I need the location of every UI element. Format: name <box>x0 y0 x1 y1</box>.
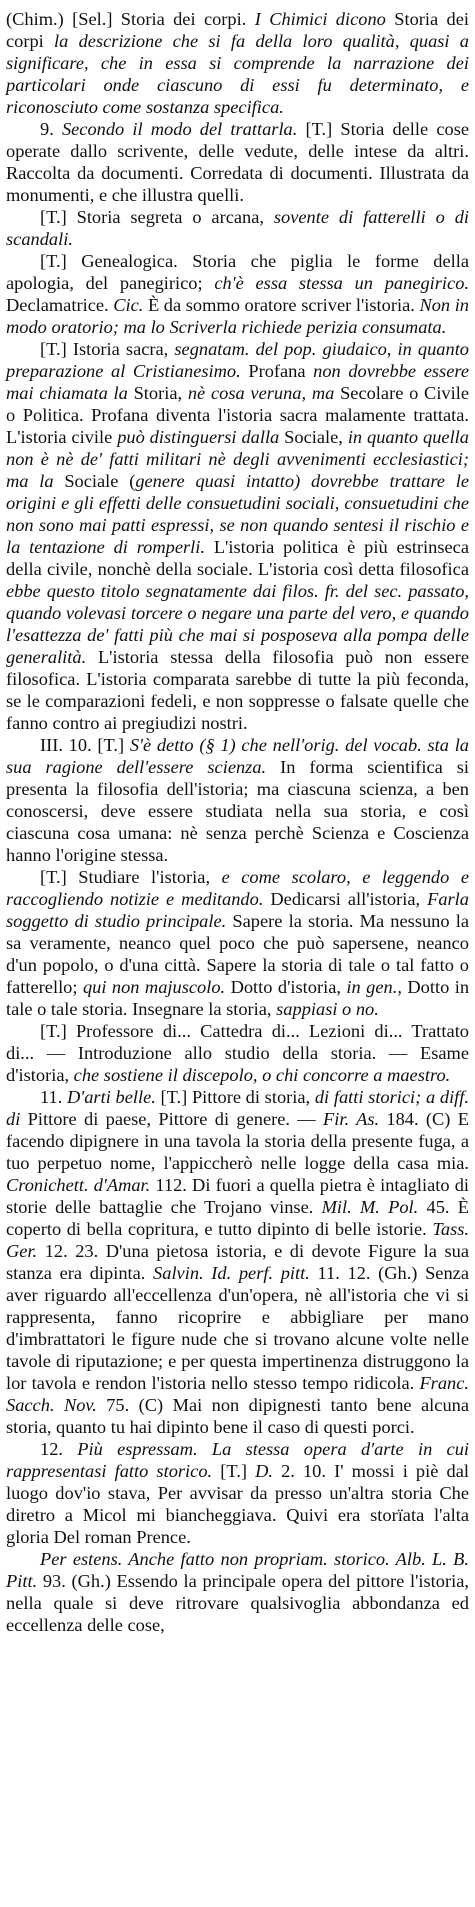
text-segment: Non in modo oratorio; ma lo Scriverla richiede perizia consumata. <box>6 295 470 337</box>
text-segment: 184. (C) E facendo dipignere in una tavola la storia della presente fuga, a tuo perpetuo nome, l'appiccherò nelle logge della casa mia. <box>6 1109 469 1173</box>
text-segment: III. 10. [T.] <box>40 735 130 755</box>
text-segment: D. <box>255 1461 282 1481</box>
text-segment: L'istoria stessa della filosofia può non essere filosofica. L'istoria comparata sarebbe di tutte la più feconda, se le comparazioni fedeli, e non soppresse o falsate quelle che fanno contro ai pregiudizi nostri. <box>6 647 469 733</box>
text-segment: può distinguersi dalla <box>117 427 285 447</box>
entry-paragraph-genealogica <box>6 250 469 338</box>
text-segment: che sostiene il discepolo, o chi concorre a maestro. <box>73 1065 451 1085</box>
entry-paragraph-12 <box>6 1438 469 1548</box>
text-segment: Dotto in tale o tale storia. Insegnare la storia, <box>6 977 470 1019</box>
entry-paragraph-studiare <box>6 866 469 1020</box>
entry-paragraph-9 <box>6 118 469 206</box>
text-segment: Storia dei corpi <box>6 9 469 51</box>
text-segment: genere quasi intatto) dovrebbe trattare le origini e gli effetti delle consuetudini sociali, consuetudini che non sono mai patti espressi, se non quando sentesi il rischio e la tentazione di romperli. <box>6 471 469 557</box>
text-segment: Sociale ( <box>64 471 136 491</box>
text-segment: [T.] Storia segreta o arcana, <box>40 207 274 227</box>
text-segment: qui non majuscolo. <box>82 977 231 997</box>
entry-paragraph-chim <box>6 8 469 118</box>
text-segment: D'arti belle. <box>67 1087 161 1107</box>
text-segment: ch'è essa stessa un panegirico. <box>214 273 470 293</box>
text-segment: 93. (Gh.) Essendo la principale opera del pittore l'istoria, nella quale si deve ritrovare qualsivoglia abbondanza ed eccellenza delle cose, <box>6 1571 469 1635</box>
text-segment: In forma scientifica si presenta la filosofia dell'istoria; ma ciascuna scienza, a ben conoscersi, deve essere studiata nella sua storia, e così ciascuna cosa umana: nè senza perchè Scienza e Coscienza hanno l'origine stessa. <box>6 757 470 865</box>
text-segment: 12. <box>40 1439 78 1459</box>
entry-paragraph-professore <box>6 1020 469 1086</box>
entry-paragraph-per-estens <box>6 1548 469 1636</box>
text-segment: 2. 10. I' mossi i piè dal luogo dov'io stava, Per avvisar da presso un'altra storia Che diretro a Micol mi biancheggiava. Quivi era storïata l'alta gloria Del roman Prence. <box>6 1461 469 1547</box>
text-segment: Fir. As. <box>323 1109 387 1129</box>
text-segment: [T.] <box>220 1461 256 1481</box>
text-segment: 11. <box>40 1087 68 1107</box>
text-segment: Declamatrice. <box>6 295 114 315</box>
text-segment: Dotto d'istoria, <box>230 977 347 997</box>
text-segment: Mil. M. Pol. <box>321 1197 427 1217</box>
text-segment: Secolare o Civile o Politica. Profana diventa l'istoria sacra malamente trattata. L'istoria civile <box>6 383 470 447</box>
text-segment: L'istoria politica è più estrinseca della civile, nonchè della sociale. L'istoria così detta filosofica <box>6 537 469 579</box>
text-segment: Tass. Ger. <box>6 1219 469 1261</box>
text-segment: in quanto quella non è nè de' fatti militari nè degli avvenimenti ecclesiastici; ma la <box>6 427 469 491</box>
text-segment: ebbe questo titolo segnatamente dai filos. fr. del sec. passato, quando volevasi torcere o negare una parte del vero, e quando l'esattezza de' fatti più che mai si posposeva alla pompa delle generalità. <box>6 581 469 667</box>
text-segment: non dovrebbe essere mai chiamata la <box>6 361 469 403</box>
entry-paragraph-istoria-sacra <box>6 338 469 734</box>
text-segment: Profana <box>248 361 314 381</box>
text-segment: [T.] Istoria sacra, <box>40 339 175 359</box>
text-segment: [T.] Genealogica. Storia che piglia le forme della apologia, del panegirico; <box>6 251 469 293</box>
text-segment: S'è detto (§ 1) che nell'orig. del vocab. sta la sua ragione dell'essere scienza. <box>6 735 469 777</box>
text-segment: [T.] Professore di... Cattedra di... Lezioni di... Trattato di... — Introduzione allo studio della storia. — Esame d'istoria, <box>6 1021 469 1085</box>
text-segment: Per estens. Anche fatto non propriam. storico. Alb. L. B. Pitt. <box>6 1549 469 1591</box>
text-segment: Ma nessuno la sa veramente, neanco quel poco che può sapersene, neanco d'un popolo, o d'una città. <box>6 911 469 975</box>
text-segment: (Chim.) [Sel.] Storia dei corpi. <box>6 9 255 29</box>
text-segment: 12. 23. D'una pietosa istoria, e di devote Figure la sua stanza era dipinta. <box>6 1241 469 1283</box>
text-segment: Sociale, <box>284 427 348 447</box>
text-segment: Franc. Sacch. Nov. <box>6 1373 469 1415</box>
entry-paragraph-11 <box>6 1086 469 1438</box>
text-segment: sappiasi o no. <box>276 999 379 1019</box>
text-segment: la descrizione che si fa della loro qualità, quasi a significare, che in essa si comprende la narrazione dei particolari onde ciascuno di essi fu determinato, e riconosciuto come sostanza specifica. <box>6 31 469 117</box>
text-segment: Cic. <box>113 295 148 315</box>
text-segment: Sapere la storia. <box>232 911 360 931</box>
text-segment: Dedicarsi all'istoria, <box>270 889 428 909</box>
text-segment: [T.] Pittore di storia, <box>160 1087 315 1107</box>
text-segment: segnatam. del pop. giudaico, in quanto preparazione al Cristianesimo. <box>6 339 470 381</box>
text-segment: Pittore di paese, Pittore di genere. — <box>27 1109 324 1129</box>
text-segment: [T.] Studiare l'istoria, <box>40 867 222 887</box>
text-segment: Storia, <box>133 383 188 403</box>
text-segment: Sapere la storia di tale o tal fatto o fatterello; <box>6 955 469 997</box>
text-segment: 11. 12. (Gh.) Senza aver riguardo all'eccellenza d'un'opera, nè all'istoria che vi si rappresenta, fanno ricoprire e abbigliare per mano d'imbrattatori le figure nude che si trovano alcune volte nelle tavole di riputazione; e per questa impertinenza distruggono la lor tavola e rendon l'istoria nello stesso tempo ridicola. <box>6 1263 469 1393</box>
text-segment: [T.] Storia delle cose operate dallo scrivente, delle vedute, delle intese da altri. Raccolta da documenti. Corredata di documenti. Illustrata da monumenti, e che illustra quelli. <box>6 119 470 205</box>
text-segment: È da sommo oratore scriver l'istoria. <box>147 295 420 315</box>
text-segment: 112. Di fuori a quella pietra è intagliato di storie delle battaglie che Trojano vinse. <box>6 1175 470 1217</box>
text-segment: sovente di fatterelli o di scandali. <box>6 207 469 249</box>
text-segment: 9. <box>40 119 62 139</box>
entry-paragraph-iii-10 <box>6 734 469 866</box>
text-segment: Cronichett. d'Amar. <box>6 1175 156 1195</box>
text-segment: 75. (C) Mai non dipignesti tanto bene alcuna storia, quanto tu hai dipinto bene il caso di questi porci. <box>6 1395 469 1437</box>
entry-paragraph-storia-segreta <box>6 206 469 250</box>
text-segment: Farla soggetto di studio principale. <box>6 889 469 931</box>
text-segment: nè cosa veruna, ma <box>187 383 341 403</box>
text-segment: Più espressam. La stessa opera d'arte in cui rappresentasi fatto storico. <box>6 1439 469 1481</box>
text-segment: I Chimici dicono <box>254 9 395 29</box>
text-segment: e come scolaro, e leggendo e raccogliendo notizie e meditando. <box>6 867 469 909</box>
text-segment: Secondo il modo del trattarla. <box>61 119 306 139</box>
text-segment: in gen., <box>346 977 408 997</box>
text-segment: Salvin. Id. perf. pitt. <box>153 1263 318 1283</box>
text-segment: di fatti storici; a diff. di <box>6 1087 469 1129</box>
text-segment: 45. È coperto di bella copritura, e tutto dipinto di belle istorie. <box>6 1197 469 1239</box>
